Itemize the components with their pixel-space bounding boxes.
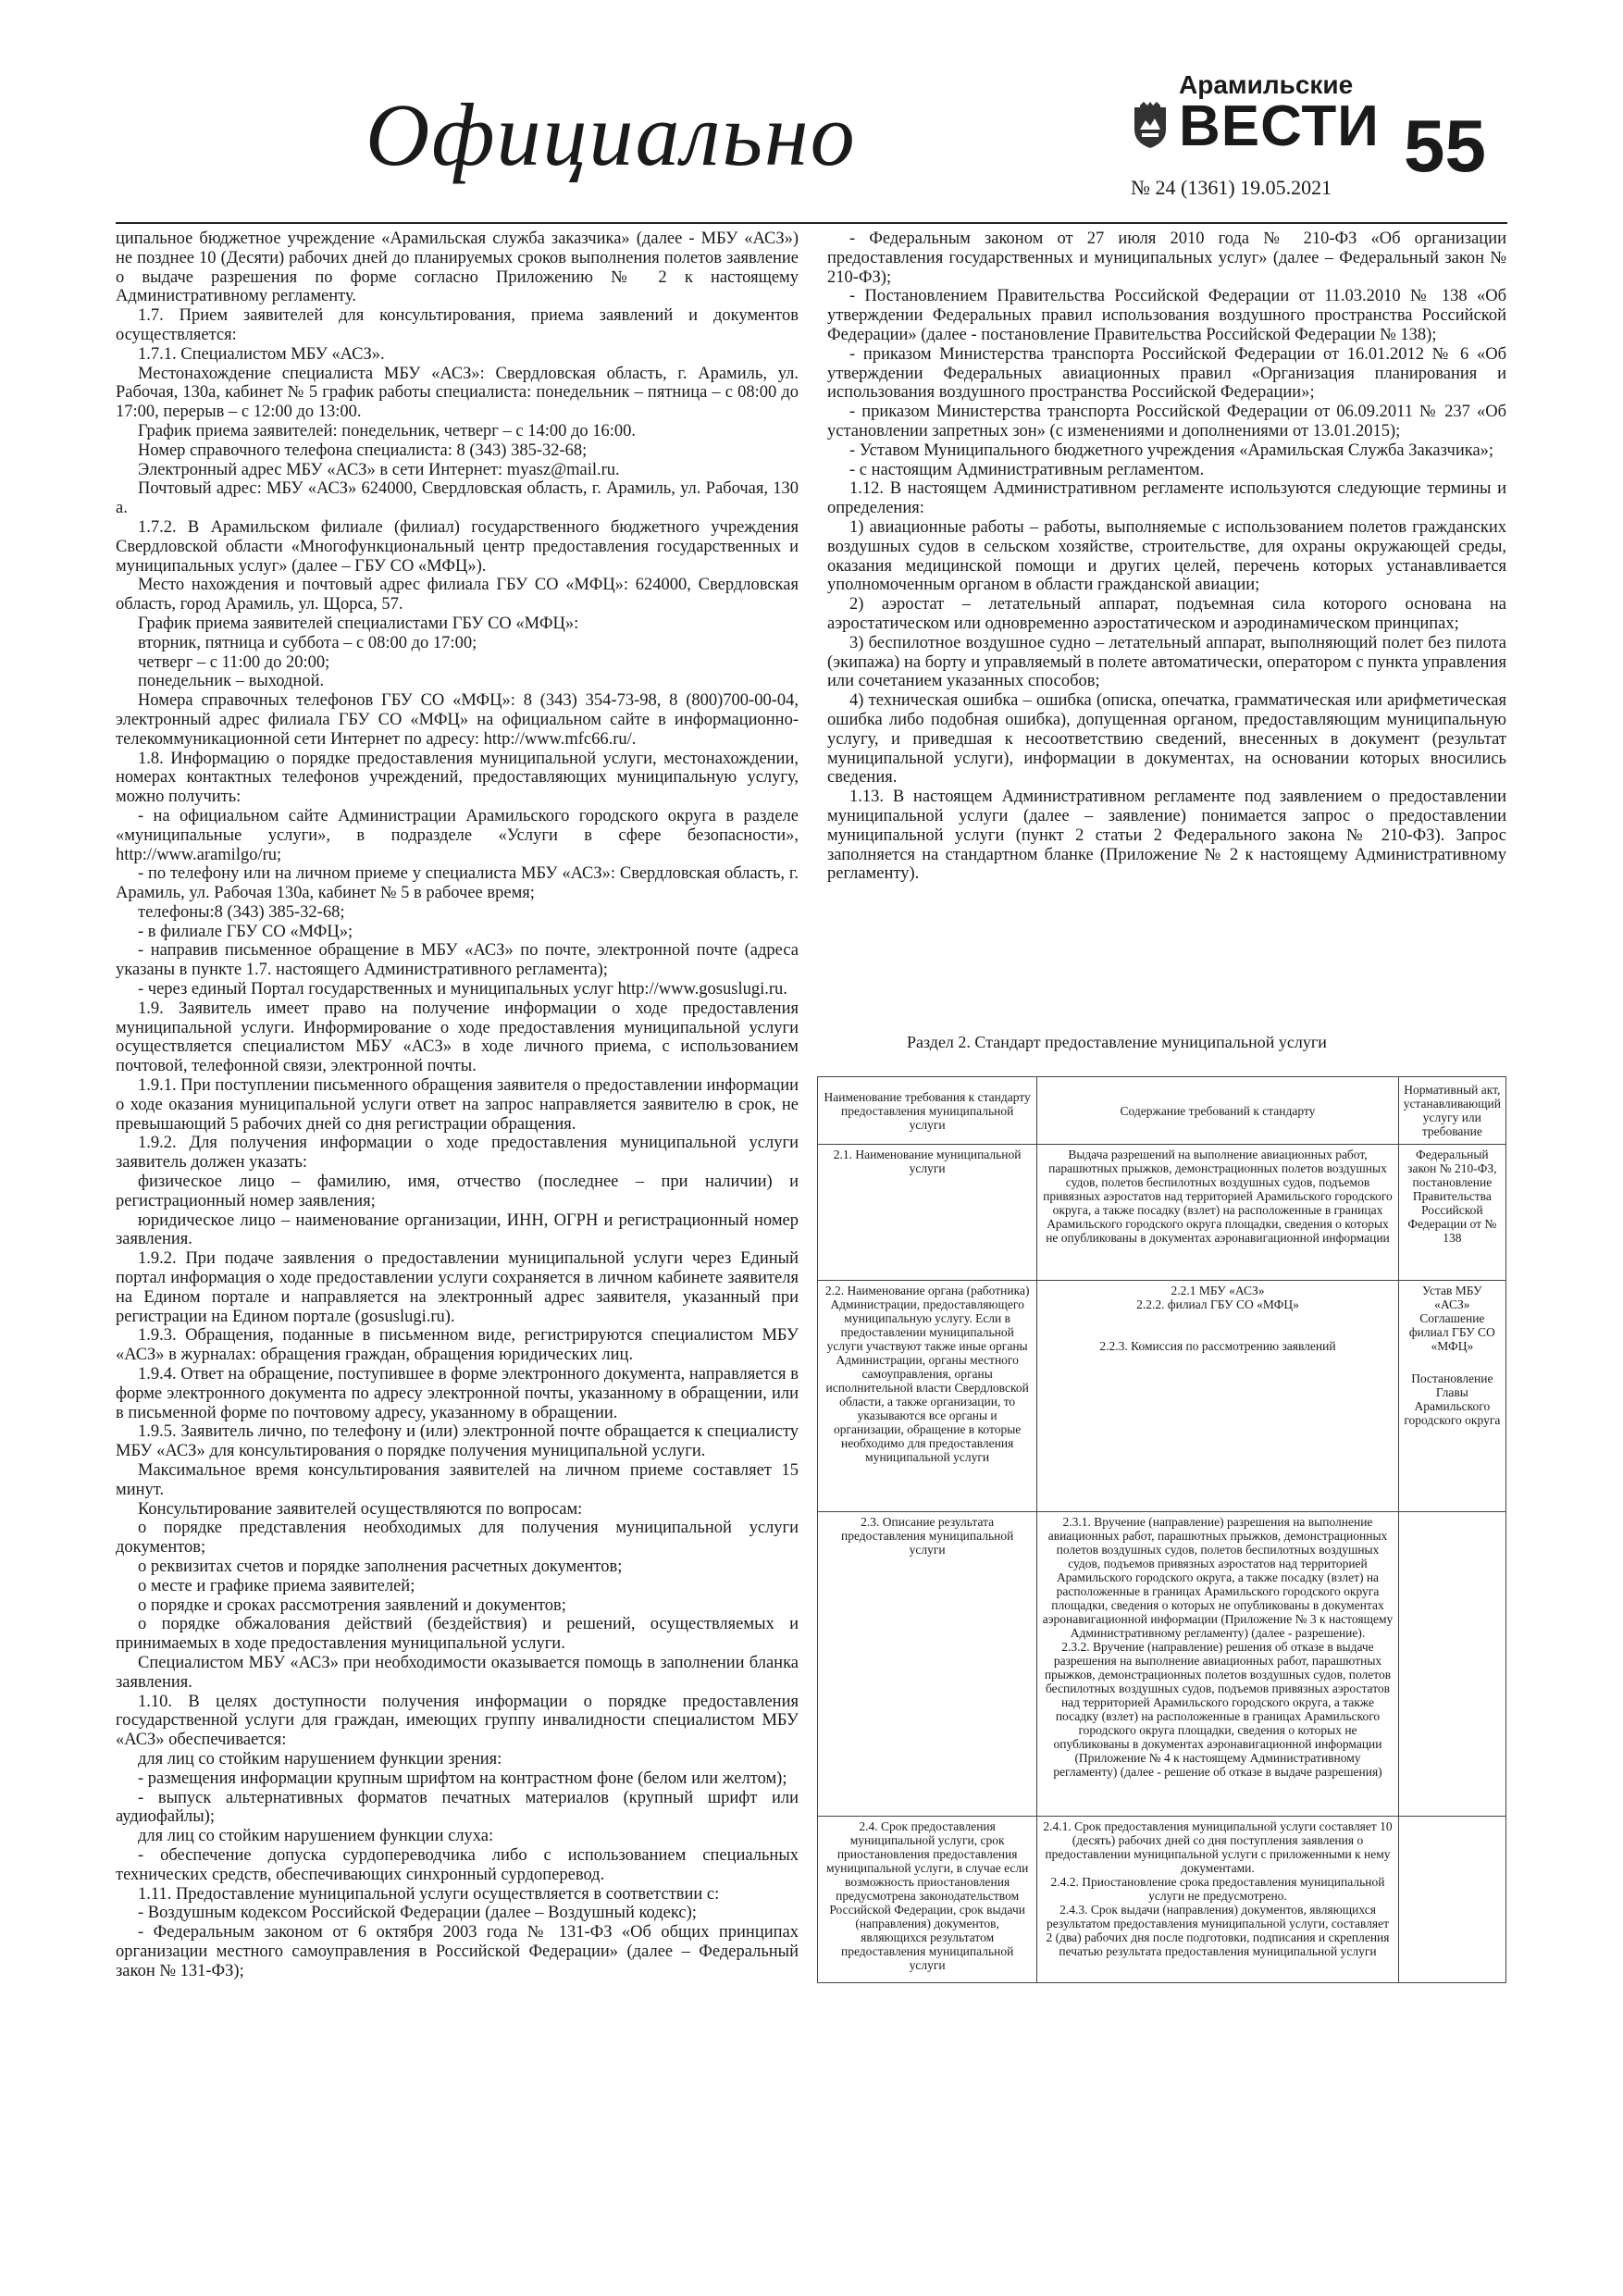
cell-text: 2.2.1 МБУ «АСЗ» xyxy=(1171,1284,1265,1297)
paragraph: Максимальное время консультирования заявителей на личном приеме составляет 15 минут. xyxy=(116,1461,799,1499)
paragraph: - приказом Министерства транспорта Российской Федерации от 16.01.2012 № 6 «Об утверждении Федеральных авиационных правил «Организация планирования и использования воздушного пространства Российской Федерации»; xyxy=(827,344,1506,403)
paragraph: 1.7. Прием заявителей для консультирования, приема заявлений и документов осуществляется: xyxy=(116,306,799,344)
paragraph: Номер справочного телефона специалиста: 8 (343) 385-32-68; xyxy=(138,441,588,460)
cell-text: 2.3. Описание результата предоставления муниципальной услуги xyxy=(840,1515,1014,1557)
paragraph: - обеспечение допуска сурдопереводчика либо с использованием специальных технических средств, обеспечивающих синхронный сурдоперевод. xyxy=(116,1845,799,1884)
paragraph: 1.9.2. При подаче заявления о предоставлении муниципальной услуги через Единый портал информация о ходе предоставлении услуги сохраняется в личном кабинете заявителя на Едином портале и направляется на электронный адрес заявителя, указанный при регистрации на Едином портале (gosuslugi.ru). xyxy=(116,1249,799,1326)
paragraph: о реквизитах счетов и порядке заполнения расчетных документов; xyxy=(138,1557,623,1576)
table-cell xyxy=(1037,1145,1398,1281)
paragraph: Консультирование заявителей осуществляются по вопросам: xyxy=(138,1499,583,1519)
cell-text: 2.3.2. Вручение (направление) решения об отказе в выдаче разрешения на выполнение авиационных работ, парашютных прыжков, демонстрационных полетов воздушных судов, полетов беспилотных воздушных судов, подъемов привязных аэростатов над территорией Арамильского городского округа, а также посадку (взлет) на расположенные в границах Арамильского городского округа площадки, сведения о которых не опубликованы в документах аэронавигационной информации (Приложение № 4 к настоящему Административному регламенту) (далее - решение об отказе в выдаче разрешения) xyxy=(1044,1640,1392,1779)
paragraph: 1.8. Информацию о порядке предоставления муниципальной услуги, местонахождении, номерах контактных телефонов учреждений, предоставляющих муниципальную услугу, можно получить: xyxy=(116,749,799,807)
paragraph: 1.9.1. При поступлении письменного обращения заявителя о предоставлении информации о ходе оказания муниципальной услуги ответ на запрос направляется заявителю в срок, не превышающий 5 рабочих дней со дня регистрации обращения. xyxy=(116,1076,799,1134)
paragraph: - в филиале ГБУ СО «МФЦ»; xyxy=(138,922,353,941)
paragraph: физическое лицо – фамилию, имя, отчество (последнее – при наличии) и регистрационный номер заявления; xyxy=(116,1173,799,1210)
cell-text: 2.4.2. Приостановление срока предоставления муниципальной услуги не предусмотрено. xyxy=(1050,1875,1385,1903)
paragraph: 1.12. В настоящем Административном регламенте используются следующие термины и определения: xyxy=(827,479,1506,518)
paragraph: для лиц со стойким нарушением функции слуха: xyxy=(138,1827,494,1846)
paragraph: вторник, пятница и суббота – с 08:00 до 17:00; xyxy=(138,633,477,652)
paragraph: - Воздушным кодексом Российской Федерации (далее – Воздушный кодекс); xyxy=(138,1904,697,1923)
paragraph: Место нахождения и почтовый адрес филиала ГБУ СО «МФЦ»: 624000, Свердловская область, город Арамиль, ул. Щорса, 57. xyxy=(116,576,799,614)
paragraph: - через единый Портал государственных и муниципальных услуг http://www.gosuslugi.ru. xyxy=(138,980,787,999)
paragraph: 4) техническая ошибка – ошибка (описка, опечатка, грамматическая или арифметическая ошибка либо подобная ошибка), допущенная органом, предоставляющим муниципальную услугу, и приведшая к несоответствию сведений, внесенных в документ (результат муниципальной услуги), информации в документах, на основании которых вносились сведения. xyxy=(827,691,1506,788)
table-header-cell: Наименование требования к стандарту предоставления муниципальной услуги xyxy=(818,1077,1037,1145)
cell-text: Выдача разрешений на выполнение авиационных работ, парашютных прыжков, демонстрационных полетов воздушных судов, полетов беспилотных воздушных судов, подъемов привязных аэростатов над территорией Арамильского городского округа, а также посадку (взлет) на расположенные в границах Арамильского городского округа площадки, сведения о которых не опубликованы в документах аэронавигационной информации xyxy=(1043,1148,1393,1245)
paragraph: юридическое лицо – наименование организации, ИНН, ОГРН и регистрационный номер заявления. xyxy=(116,1210,799,1249)
paragraph: Номера справочных телефонов ГБУ СО «МФЦ»: 8 (343) 354-73-98, 8 (800)700-00-04, электронный адрес филиала ГБУ СО «МФЦ» на официальном сайте в информационно-телекоммуникационной сети Интернет по адресу: http://www.mfc66.ru/. xyxy=(116,691,799,749)
paragraph: 3) беспилотное воздушное судно – летательный аппарат, выполняющий полет без пилота (экипажа) на борту и управляемый в полете автоматически, оператором с пункта управления или сочетанием указанных способов; xyxy=(827,633,1506,691)
paragraph: ципальное бюджетное учреждение «Арамильская служба заказчика» (далее - МБУ «АСЗ») не позднее 10 (Десяти) рабочих дней до планируемых сроков выполнения полетов заявление о выдаче разрешения по форме согласно Приложению № 2 к настоящему Административному регламенту. xyxy=(116,230,799,306)
table-cell xyxy=(1037,1281,1398,1512)
paragraph: 1.9.4. Ответ на обращение, поступившее в форме электронного документа, направляется в форме электронного документа по адресу электронной почты, указанному в обращении, или в письменной форме по почтовому адресу, указанному в обращении. xyxy=(116,1365,799,1422)
paragraph: - Федеральным законом от 27 июля 2010 года № 210-ФЗ «Об организации предоставления государственных и муниципальных услуг» (далее – Федеральный закон № 210-ФЗ); xyxy=(827,230,1506,287)
cell-text: 2.2. Наименование органа (работника) Администрации, предоставляющего муниципальную услугу. Если в предоставлении муниципальной услуги участвуют также иные органы Администрации, органы местного самоуправления, органы исполнительной власти Свердловской области, а также организации, то указываются все органы и организации, обращение в которые необходимо для предоставления муниципальной услуги xyxy=(824,1284,1030,1464)
table-cell xyxy=(1398,1281,1505,1512)
table-header-cell: Нормативный акт, устанавливающий услугу или требование xyxy=(1398,1077,1505,1145)
paragraph: - выпуск альтернативных форматов печатных материалов (крупный шрифт или аудиофайлы); xyxy=(116,1788,799,1827)
table-cell xyxy=(818,1817,1037,1983)
paragraph: 1.7.2. В Арамильском филиале (филиал) государственного бюджетного учреждения Свердловской области «Многофункциональный центр предоставления государственных и муниципальных услуг» (далее – ГБУ СО «МФЦ»). xyxy=(116,517,799,576)
brand-name-main: ВЕСТИ xyxy=(1179,94,1380,158)
table-row xyxy=(818,1512,1506,1817)
paragraph: 1.9. Заявитель имеет право на получение информации о ходе предоставления муниципальной услуги. Информирование о ходе предоставления муниципальной услуги осуществляется специалистом МБУ «АСЗ» в ходе личного приема, с использованием почтовой, телефонной связи, электронной почты. xyxy=(116,999,799,1076)
service-standard-table xyxy=(817,1076,1506,1983)
table-row xyxy=(818,1281,1506,1512)
table-cell xyxy=(1398,1145,1505,1281)
paragraph: 1.9.3. Обращения, поданные в письменном виде, регистрируются специалистом МБУ «АСЗ» в журналах: обращения граждан, обращения юридических лиц. xyxy=(116,1326,799,1365)
cell-text: Постановление Главы Арамильского городского округа xyxy=(1404,1371,1501,1427)
paragraph: 1) авиационные работы – работы, выполняемые с использованием полетов гражданских воздушных судов в сельском хозяйстве, строительстве, для охраны окружающей среды, оказания медицинской помощи и других целей, перечень которых устанавливается уполномоченным органом в области гражданской авиации; xyxy=(827,517,1506,595)
article-column-left xyxy=(116,230,799,1981)
cell-text: 2.3.1. Вручение (направление) разрешения на выполнение авиационных работ, парашютных прыжков, демонстрационных полетов воздушных судов, полетов беспилотных воздушных судов, подъемов привязных аэростатов над территорией Арамильского городского округа, а также посадку (взлет) на расположенные в границах Арамильского городского округа площадки, сведения о которых не опубликованы в документах аэронавигационной информации (Приложение № 3 к настоящему Административному регламенту) (далее - разрешение). xyxy=(1042,1515,1394,1640)
city-emblem-icon xyxy=(1131,102,1170,150)
table-cell xyxy=(1398,1817,1505,1983)
paragraph: 1.11. Предоставление муниципальной услуги осуществляется в соответствии с: xyxy=(138,1884,720,1904)
paragraph: - приказом Министерства транспорта Российской Федерации от 06.09.2011 № 237 «Об установлении запретных зон» (с изменениями и дополнениями от 13.01.2015); xyxy=(827,403,1506,441)
table-cell xyxy=(1037,1512,1398,1817)
paragraph: - с настоящим Административным регламентом. xyxy=(849,460,1205,479)
paragraph: 2) аэростат – летательный аппарат, подъемная сила которого основана на аэростатическом или одновременно аэростатическом и аэродинамическом принципах; xyxy=(827,595,1506,633)
section-2-heading: Раздел 2. Стандарт предоставление муниципальной услуги xyxy=(907,1033,1327,1051)
paragraph: о месте и графике приема заявителей; xyxy=(138,1576,415,1595)
cell-text: 2.4.3. Срок выдачи (направления) документов, являющихся результатом предоставления муниципальной услуги, составляет 2 (два) рабочих дня после подготовки, подписания и скрепления печатью результата предоставления муниципальной услуги xyxy=(1046,1903,1390,1958)
paragraph: Местонахождение специалиста МБУ «АСЗ»: Свердловская область, г. Арамиль, ул. Рабочая, 130а, кабинет № 5 график работы специалиста: понедельник – пятница – с 08:00 до 17:00, перерыв – с 12:00 до 13:00. xyxy=(116,364,799,422)
cell-text: Устав МБУ «АСЗ» Соглашение филиал ГБУ СО «МФЦ» xyxy=(1408,1284,1495,1353)
cell-text: 2.4.1. Срок предоставления муниципальной услуги составляет 10 (десять) рабочих дней со дня поступления заявления о предоставлении муниципальной услуги с приложенными к нему документами. xyxy=(1043,1819,1393,1875)
cell-text: 2.4. Срок предоставления муниципальной услуги, срок приостановления предоставления муниципальной услуги, в случае если возможность приостановления предусмотрена законодательством Российской Федерации, срок выдачи (направления) документов, являющихся результатом предоставления муниципальной услуги xyxy=(825,1819,1029,1972)
header-divider xyxy=(116,222,1507,224)
paragraph: для лиц со стойким нарушением функции зрения: xyxy=(138,1749,502,1769)
paragraph: График приема заявителей: понедельник, четверг – с 14:00 до 16:00. xyxy=(138,421,637,441)
paragraph: - направив письменное обращение в МБУ «АСЗ» по почте, электронной почте (адреса указаны в пункте 1.7. настоящего Административного регламента); xyxy=(116,941,799,980)
paragraph: 1.13. В настоящем Административном регламенте под заявлением о предоставлении муниципальной услуги (далее – заявление) понимается запрос о предоставлении муниципальной услуги (пункт 2 статьи 2 Федерального закона № 210-ФЗ). Запрос заполняется на стандартном бланке (Приложение № 2 к настоящему Административному регламенту). xyxy=(827,788,1506,884)
paragraph: График приема заявителей специалистами ГБУ СО «МФЦ»: xyxy=(138,614,579,633)
newspaper-masthead xyxy=(1131,65,1380,199)
paragraph: - Федеральным законом от 6 октября 2003 года № 131-ФЗ «Об общих принципах организации местного самоуправления в Российской Федерации» (далее – Федеральный закон № 131-ФЗ); xyxy=(116,1923,799,1980)
paragraph: - на официальном сайте Администрации Арамильского городского округа в разделе «муниципальные услуги», в подразделе «Услуги в сфере безопасности», http://www.aramilgo/ru; xyxy=(116,806,799,864)
paragraph: Почтовый адрес: МБУ «АСЗ» 624000, Свердловская область, г. Арамиль, ул. Рабочая, 130 а. xyxy=(116,479,799,518)
paragraph: 1.9.5. Заявитель лично, по телефону и (или) электронной почте обращается к специалисту МБУ «АСЗ» для консультирования о порядке получения муниципальной услуги. xyxy=(116,1422,799,1461)
table-row xyxy=(818,1145,1506,1281)
paragraph: 1.9.2. Для получения информации о ходе предоставления муниципальной услуги заявитель должен указать: xyxy=(116,1134,799,1173)
paragraph: - по телефону или на личном приеме у специалиста МБУ «АСЗ»: Свердловская область, г. Арамиль, ул. Рабочая 130а, кабинет № 5 в рабочее время; xyxy=(116,864,799,903)
table-header-cell: Содержание требований к стандарту xyxy=(1037,1077,1398,1145)
issue-number-date: № 24 (1361) 19.05.2021 xyxy=(1131,176,1332,199)
article-column-right xyxy=(827,230,1506,884)
section-title: Официально xyxy=(365,85,857,184)
paragraph: 1.10. В целях доступности получения информации о порядке предоставления государственной услуги для граждан, имеющих группу инвалидности специалистом МБУ «АСЗ» обеспечивается: xyxy=(116,1692,799,1750)
paragraph: - Уставом Муниципального бюджетного учреждения «Арамильская Служба Заказчика»; xyxy=(849,441,1494,460)
paragraph: - Постановлением Правительства Российской Федерации от 11.03.2010 № 138 «Об утверждении Федеральных правил использования воздушного пространства Российской Федерации» (далее - постановление Правительства Российской Федерации № 138); xyxy=(827,287,1506,344)
paragraph: Электронный адрес МБУ «АСЗ» в сети Интернет: myasz@mail.ru. xyxy=(138,460,620,479)
cell-text: 2.2.3. Комиссия по рассмотрению заявлений xyxy=(1099,1339,1336,1353)
paragraph: о порядке и сроках рассмотрения заявлений и документов; xyxy=(138,1595,566,1615)
paragraph: телефоны:8 (343) 385-32-68; xyxy=(138,902,345,922)
paragraph: о порядке представления необходимых для получения муниципальной услуги документов; xyxy=(116,1519,799,1558)
brand-name-top: Арамильские xyxy=(1179,70,1354,99)
paragraph: - размещения информации крупным шрифтом на контрастном фоне (белом или желтом); xyxy=(138,1769,787,1788)
paragraph: понедельник – выходной. xyxy=(138,672,325,691)
table-cell xyxy=(818,1512,1037,1817)
cell-text: 2.1. Наименование муниципальной услуги xyxy=(833,1148,1022,1175)
table-row xyxy=(818,1817,1506,1983)
paragraph: Специалистом МБУ «АСЗ» при необходимости оказывается помощь в заполнении бланка заявления. xyxy=(116,1653,799,1692)
paragraph: четверг – с 11:00 до 20:00; xyxy=(138,652,330,672)
table-header-row xyxy=(818,1077,1506,1145)
table-cell xyxy=(818,1281,1037,1512)
paragraph: о порядке обжалования действий (бездействия) и решений, осуществляемых и принимаемых в ходе предоставления муниципальной услуги. xyxy=(116,1615,799,1654)
table-cell xyxy=(818,1145,1037,1281)
table-cell xyxy=(1037,1817,1398,1983)
cell-text: Федеральный закон № 210-ФЗ, постановление Правительства Российской Федерации от № 138 xyxy=(1407,1148,1497,1245)
paragraph: 1.7.1. Специалистом МБУ «АСЗ». xyxy=(138,344,385,364)
page-number: 55 xyxy=(1404,105,1486,187)
table-cell xyxy=(1398,1512,1505,1817)
cell-text: 2.2.2. филиал ГБУ СО «МФЦ» xyxy=(1136,1297,1299,1311)
